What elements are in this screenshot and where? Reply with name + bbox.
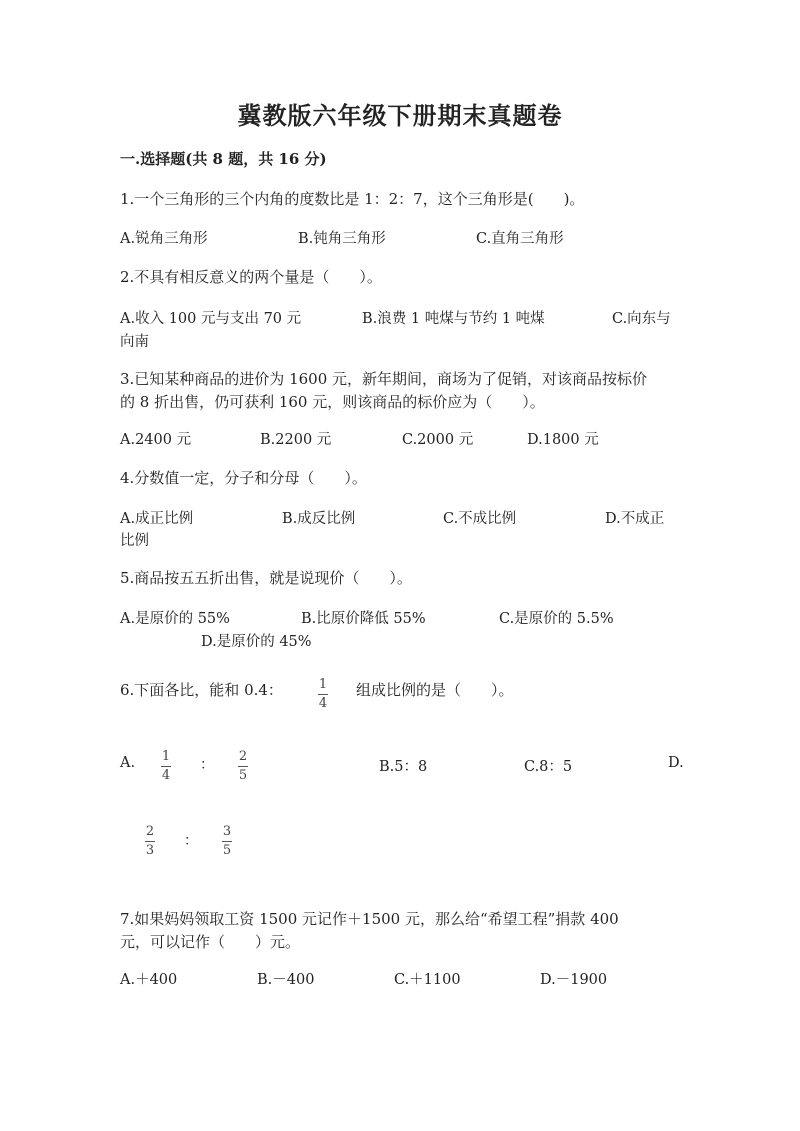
fraction-bar bbox=[145, 841, 155, 842]
question-6-stem-start: 6.下面各比，能和 0.4： bbox=[120, 681, 283, 699]
q7-option-b: B.－400 bbox=[257, 972, 315, 988]
q7-option-a: A.＋400 bbox=[120, 972, 178, 988]
fraction-numerator: 1 bbox=[161, 749, 171, 764]
fraction-denominator: 5 bbox=[222, 843, 232, 858]
q6-option-d-colon: ： bbox=[184, 833, 198, 849]
q5-option-c: C.是原价的 5.5% bbox=[499, 611, 614, 627]
q4-option-a: A.成正比例 bbox=[120, 511, 194, 527]
q4-option-b: B.成反比例 bbox=[282, 511, 356, 527]
q6-option-a-fraction-1 bbox=[161, 749, 171, 783]
page-title: 冀教版六年级下册期末真题卷 bbox=[237, 101, 563, 130]
fraction-denominator: 4 bbox=[318, 696, 328, 711]
question-4-stem: 4.分数值一定，分子和分母（ ）。 bbox=[120, 469, 367, 487]
fraction-denominator: 3 bbox=[145, 843, 155, 858]
q2-option-c-continued: 向南 bbox=[120, 334, 149, 350]
q5-option-d: D.是原价的 45% bbox=[201, 634, 312, 650]
q5-option-a: A.是原价的 55% bbox=[120, 611, 230, 627]
q2-option-a: A.收入 100 元与支出 70 元 bbox=[120, 311, 302, 327]
q1-option-a: A.锐角三角形 bbox=[120, 231, 208, 247]
q3-option-c: C.2000 元 bbox=[402, 432, 474, 448]
q5-option-b: B.比原价降低 55% bbox=[301, 611, 426, 627]
question-1-stem: 1.一个三角形的三个内角的度数比是 1：2：7，这个三角形是( )。 bbox=[120, 190, 585, 208]
q6-option-a-colon: ： bbox=[200, 757, 214, 773]
fraction-bar bbox=[161, 766, 171, 767]
q6-option-a-label: A. bbox=[120, 755, 136, 771]
question-5-stem: 5.商品按五五折出售，就是说现价（ ）。 bbox=[120, 569, 412, 587]
fraction-bar bbox=[318, 694, 328, 695]
q2-option-c: C.向东与 bbox=[612, 311, 671, 327]
question-6-stem-end: 组成比例的是（ ）。 bbox=[356, 681, 514, 699]
q6-stem-fraction bbox=[318, 677, 328, 711]
q4-option-d: D.不成正 bbox=[605, 511, 665, 527]
q6-option-a-fraction-2 bbox=[238, 749, 248, 783]
section-heading: 一.选择题(共 8 题，共 16 分) bbox=[120, 150, 327, 168]
q1-option-c: C.直角三角形 bbox=[476, 231, 564, 247]
q7-option-d: D.－1900 bbox=[540, 972, 608, 988]
fraction-denominator: 4 bbox=[161, 768, 171, 783]
q2-option-b: B.浪费 1 吨煤与节约 1 吨煤 bbox=[362, 311, 545, 327]
question-2-stem: 2.不具有相反意义的两个量是（ ）。 bbox=[120, 268, 382, 286]
fraction-denominator: 5 bbox=[238, 768, 248, 783]
q3-option-b: B.2200 元 bbox=[260, 432, 332, 448]
question-3-stem-line-1: 3.已知某种商品的进价为 1600 元，新年期间，商场为了促销，对该商品按标价 bbox=[120, 370, 648, 388]
fraction-numerator: 1 bbox=[318, 677, 328, 692]
q6-option-d-fraction-1 bbox=[145, 824, 155, 858]
q6-option-b: B.5：8 bbox=[379, 759, 428, 775]
fraction-bar bbox=[238, 766, 248, 767]
q3-option-d: D.1800 元 bbox=[527, 432, 599, 448]
fraction-numerator: 2 bbox=[238, 749, 248, 764]
fraction-numerator: 2 bbox=[145, 824, 155, 839]
fraction-bar bbox=[222, 841, 232, 842]
q4-option-c: C.不成比例 bbox=[443, 511, 517, 527]
q6-option-d-fraction-2 bbox=[222, 824, 232, 858]
q6-option-c: C.8：5 bbox=[524, 759, 573, 775]
q1-option-b: B.钝角三角形 bbox=[298, 231, 386, 247]
question-3-stem-line-2: 的 8 折出售，仍可获利 160 元，则该商品的标价应为（ ）。 bbox=[120, 393, 545, 411]
question-7-stem-line-1: 7.如果妈妈领取工资 1500 元记作＋1500 元，那么给“希望工程”捐款 400 bbox=[120, 910, 619, 928]
question-7-stem-line-2: 元，可以记作（ ）元。 bbox=[120, 933, 301, 951]
fraction-numerator: 3 bbox=[222, 824, 232, 839]
q7-option-c: C.＋1100 bbox=[394, 972, 461, 988]
q3-option-a: A.2400 元 bbox=[120, 432, 192, 448]
q4-option-d-continued: 比例 bbox=[120, 533, 149, 549]
q6-option-d-label: D. bbox=[668, 755, 684, 771]
